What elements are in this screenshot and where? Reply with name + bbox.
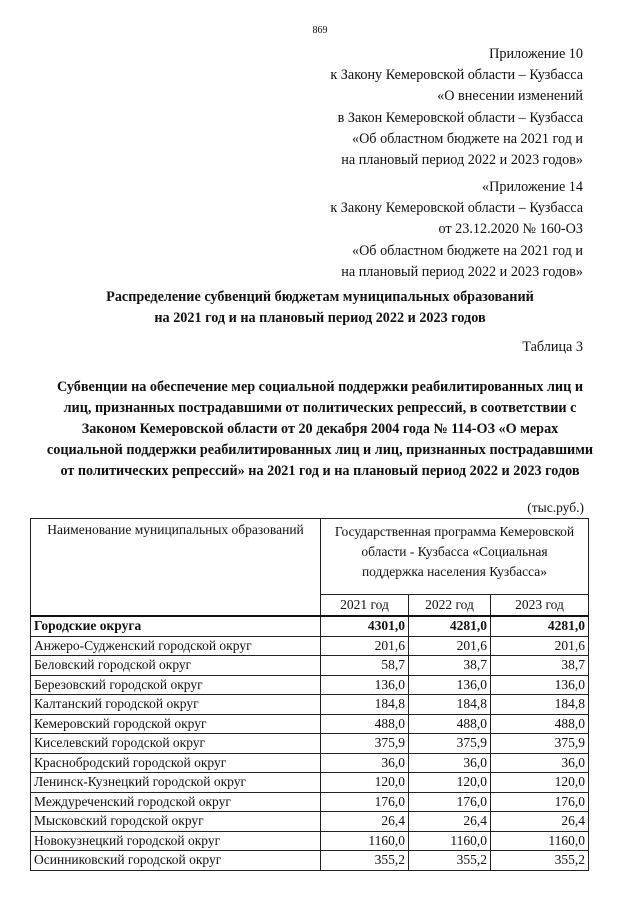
value-2023: 201,6	[491, 636, 589, 656]
page-number: 869	[312, 25, 328, 36]
appendix-header-line: «О внесении изменений	[437, 88, 583, 105]
value-2021: 1160,0	[321, 831, 409, 851]
value-2021: 488,0	[321, 714, 409, 734]
value-2021: 26,4	[321, 812, 409, 832]
table-row	[31, 753, 589, 773]
value-2022: 201,6	[409, 636, 491, 656]
appendix-header	[330, 44, 583, 171]
value-2022: 38,7	[409, 656, 491, 676]
subvention-table	[30, 518, 589, 871]
row-name: Осинниковский городской округ	[31, 851, 321, 871]
row-name: Мысковский городской округ	[31, 812, 321, 832]
subtitle-line: от политических репрессий» на 2021 год и на плановый период 2022 и 2023 годов	[60, 463, 580, 479]
table-row	[31, 851, 589, 871]
row-name: Ленинск-Кузнецкий городской округ	[31, 773, 321, 793]
appendix-header-line: к Закону Кемеровской области – Кузбасса	[330, 67, 583, 84]
value-2023: 184,8	[491, 695, 589, 715]
value-2021: 4301,0	[321, 616, 409, 636]
row-name: Междуреченский городской округ	[31, 792, 321, 812]
table-label: Таблица 3	[522, 339, 583, 355]
appendix-original-line: к Закону Кемеровской области – Кузбасса	[330, 200, 583, 217]
subtitle-line: Субвенции на обеспечение мер социальной поддержки реабилитированных лиц и	[57, 379, 583, 395]
value-2022: 26,4	[409, 812, 491, 832]
table-subtitle	[20, 377, 620, 482]
table-row	[31, 773, 589, 793]
value-2021: 201,6	[321, 636, 409, 656]
value-2022: 176,0	[409, 792, 491, 812]
value-2023: 136,0	[491, 675, 589, 695]
row-name: Краснобродский городской округ	[31, 753, 321, 773]
value-2023: 176,0	[491, 792, 589, 812]
value-2022: 4281,0	[409, 616, 491, 636]
value-2023: 38,7	[491, 656, 589, 676]
row-name: Новокузнецкий городской округ	[31, 831, 321, 851]
header-program	[321, 519, 589, 595]
value-2023: 1160,0	[491, 831, 589, 851]
subtitle-line: Законом Кемеровской области от 20 декабря 2004 года № 114-ОЗ «О мерах	[81, 421, 559, 437]
table-row	[31, 792, 589, 812]
document-title	[0, 287, 640, 329]
value-2022: 120,0	[409, 773, 491, 793]
appendix-header-line: Приложение 10	[489, 46, 583, 62]
title-line: Распределение субвенций бюджетам муниципальных образований	[106, 289, 534, 305]
value-2022: 36,0	[409, 753, 491, 773]
value-2023: 26,4	[491, 812, 589, 832]
table-row	[31, 812, 589, 832]
value-2022: 488,0	[409, 714, 491, 734]
value-2023: 488,0	[491, 714, 589, 734]
value-2021: 176,0	[321, 792, 409, 812]
appendix-header-line: на плановый период 2022 и 2023 годов»	[341, 152, 583, 169]
value-2023: 4281,0	[491, 616, 589, 636]
value-2023: 375,9	[491, 734, 589, 754]
value-2021: 375,9	[321, 734, 409, 754]
appendix-original	[330, 177, 583, 283]
table-row	[31, 695, 589, 715]
table-row	[31, 656, 589, 676]
value-2021: 36,0	[321, 753, 409, 773]
value-2022: 355,2	[409, 851, 491, 871]
subtitle-line: социальной поддержки реабилитированных лиц и лиц, признанных пострадавшими	[46, 442, 594, 458]
value-2022: 136,0	[409, 675, 491, 695]
appendix-original-line: «Об областном бюджете на 2021 год и	[351, 242, 583, 259]
appendix-original-line: на плановый период 2022 и 2023 годов»	[341, 263, 583, 280]
header-year-2022: 2022 год	[409, 595, 491, 617]
title-line: на 2021 год и на плановый период 2022 и 2023 годов	[154, 310, 486, 326]
table-row-total	[31, 616, 589, 636]
value-2021: 184,8	[321, 695, 409, 715]
row-name: Анжеро-Судженский городской округ	[31, 636, 321, 656]
value-2021: 355,2	[321, 851, 409, 871]
header-year-2021: 2021 год	[321, 595, 409, 617]
row-name: Киселевский городской округ	[31, 734, 321, 754]
value-2021: 120,0	[321, 773, 409, 793]
row-name: Городские округа	[31, 616, 321, 636]
header-program-line: области - Кузбасса «Социальная	[361, 544, 548, 559]
table-row	[31, 831, 589, 851]
value-2022: 184,8	[409, 695, 491, 715]
header-program-line: поддержка населения Кузбасса»	[361, 564, 548, 579]
table-row	[31, 714, 589, 734]
value-2023: 120,0	[491, 773, 589, 793]
appendix-original-line: от 23.12.2020 № 160-ОЗ	[438, 221, 583, 238]
row-name: Кемеровский городской округ	[31, 714, 321, 734]
value-2022: 1160,0	[409, 831, 491, 851]
table-row	[31, 636, 589, 656]
units-label: (тыс.руб.)	[527, 500, 584, 515]
subtitle-line: лиц, признанных пострадавшими от политических репрессий, в соответствии с	[63, 400, 577, 416]
appendix-original-line: «Приложение 14	[482, 179, 583, 195]
header-year-2023: 2023 год	[491, 595, 589, 617]
value-2023: 36,0	[491, 753, 589, 773]
appendix-header-line: в Закон Кемеровской области – Кузбасса	[337, 109, 583, 126]
header-municipality: Наименование муниципальных образований	[31, 519, 321, 617]
header-program-line: Государственная программа Кемеровской	[334, 524, 575, 539]
table-row	[31, 675, 589, 695]
value-2022: 375,9	[409, 734, 491, 754]
table-header-row	[31, 519, 589, 595]
row-name: Березовский городской округ	[31, 675, 321, 695]
value-2021: 58,7	[321, 656, 409, 676]
table-row	[31, 734, 589, 754]
appendix-header-line: «Об областном бюджете на 2021 год и	[351, 130, 583, 147]
row-name: Беловский городской округ	[31, 656, 321, 676]
value-2021: 136,0	[321, 675, 409, 695]
row-name: Калтанский городской округ	[31, 695, 321, 715]
value-2023: 355,2	[491, 851, 589, 871]
